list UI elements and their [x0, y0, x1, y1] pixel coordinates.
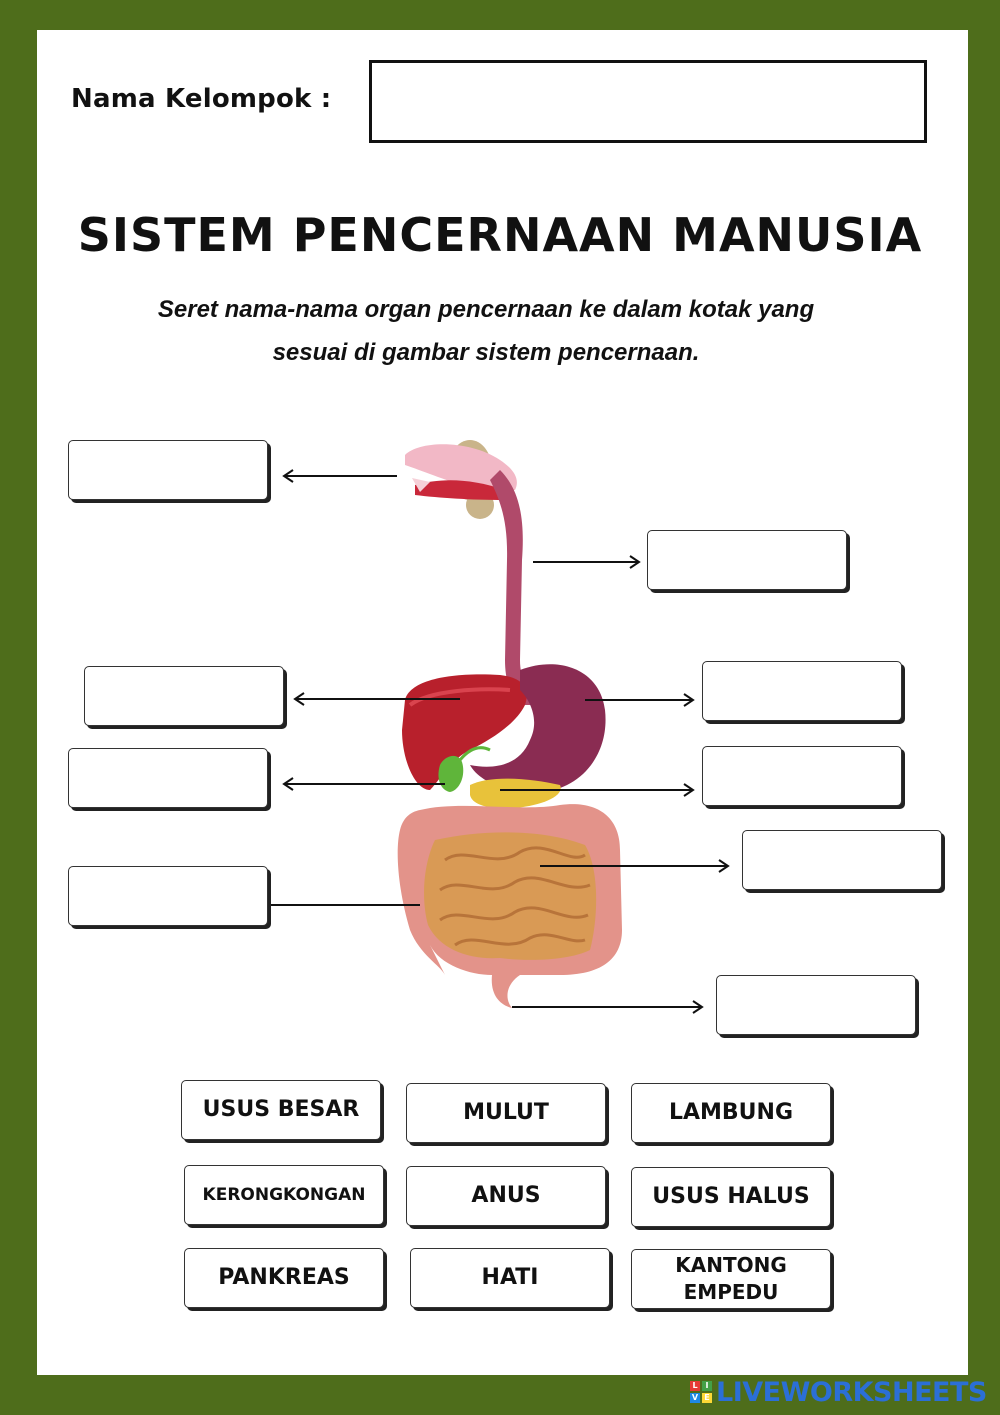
answer-slot-esophagus[interactable] — [647, 530, 847, 590]
answer-slot-mouth[interactable] — [68, 440, 268, 500]
answer-slot-small-intestine[interactable] — [742, 830, 942, 890]
word-tile-kantong-empedu[interactable]: KANTONG EMPEDU — [631, 1249, 831, 1309]
word-tile-anus[interactable]: ANUS — [406, 1166, 606, 1226]
liveworksheets-brand-text: LIVEWORKSHEETS — [716, 1376, 987, 1408]
answer-slot-anus[interactable] — [716, 975, 916, 1035]
answer-slot-large-intestine[interactable] — [68, 866, 268, 926]
word-tile-lambung[interactable]: LAMBUNG — [631, 1083, 831, 1143]
word-tile-kerongkongan[interactable]: KERONGKONGAN — [184, 1165, 384, 1225]
instruction-line-2: sesuai di gambar sistem pencernaan. — [272, 339, 700, 366]
word-tile-usus-halus[interactable]: USUS HALUS — [631, 1167, 831, 1227]
answer-slot-pancreas[interactable] — [702, 746, 902, 806]
worksheet-title: SISTEM PENCERNAAN MANUSIA — [77, 208, 923, 262]
word-tile-pankreas[interactable]: PANKREAS — [184, 1248, 384, 1308]
word-tile-mulut[interactable]: MULUT — [406, 1083, 606, 1143]
group-name-label: Nama Kelompok : — [71, 84, 332, 114]
answer-slot-stomach[interactable] — [702, 661, 902, 721]
answer-slot-gall-bladder[interactable] — [68, 748, 268, 808]
word-tile-usus-besar[interactable]: USUS BESAR — [181, 1080, 381, 1140]
instruction-line-1: Seret nama-nama organ pencernaan ke dalam kotak yang — [157, 296, 815, 323]
liveworksheets-logo-icon: L I V E — [690, 1381, 712, 1403]
liveworksheets-logo[interactable] — [690, 1376, 987, 1408]
word-tile-hati[interactable]: HATI — [410, 1248, 610, 1308]
group-name-input[interactable] — [369, 60, 927, 143]
answer-slot-liver[interactable] — [84, 666, 284, 726]
